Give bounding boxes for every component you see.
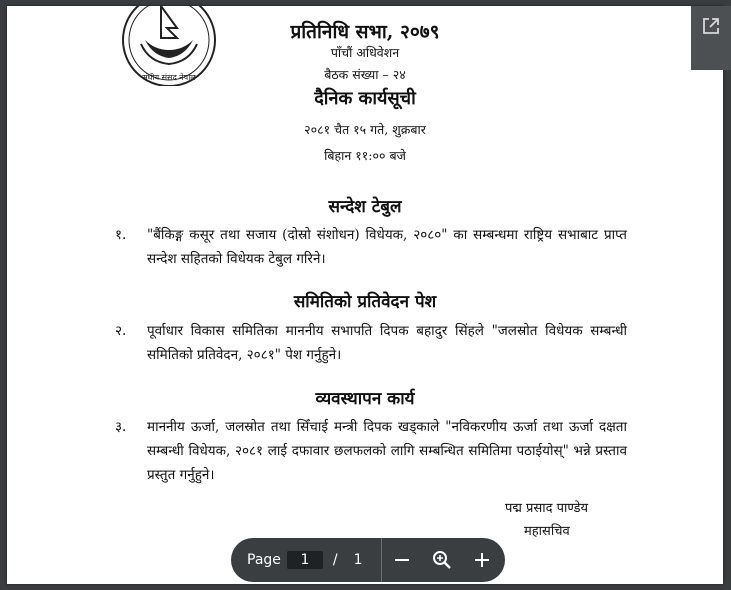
zoom-magnifier-icon xyxy=(432,550,452,570)
minus-icon xyxy=(393,551,411,569)
open-external-icon xyxy=(701,16,721,36)
item-number: ३. xyxy=(115,419,127,435)
page-indicator xyxy=(231,551,381,569)
meeting-time: बिहान ११:०० बजे xyxy=(324,148,406,163)
meeting-number: बैठक संख्या – २४ xyxy=(324,67,406,82)
svg-text:संघीय संसद नेपाल: संघीय संसद नेपाल xyxy=(142,73,196,82)
item-text: माननीय ऊर्जा, जलस्रोत तथा सिँचाई मन्त्री दिपक खड्काले "नविकरणीय ऊर्जा तथा ऊर्जा दक्षता सम्बन्धी विधेयक, २०८१ लाई दफावार छलफलको लागि सम्बन्धित समितिमा पठाईयोस्" भन्ने प्रस्ताव प्रस्तुत गर्नुहुने। xyxy=(147,419,627,483)
zoom-out-button[interactable] xyxy=(382,538,422,582)
item-number: १. xyxy=(115,227,127,243)
item-text: पूर्वाधार विकास समितिका माननीय सभापति दिपक बहादुर सिंहले "जलस्रोत विधेयक सम्बन्धी समितिको प्रतिवेदन, २०८१" पेश गर्नुहुने। xyxy=(147,323,627,363)
agenda-title: दैनिक कार्यसूची xyxy=(314,88,416,109)
page-toolbar xyxy=(231,538,505,582)
document-title: प्रतिनिधि सभा, २०७९ xyxy=(290,21,440,43)
session-line: पाँचौं अधिवेशन xyxy=(330,45,400,60)
page-label: Page xyxy=(247,552,281,568)
section-heading: व्यवस्थापन कार्य xyxy=(315,389,415,409)
total-pages: 1 xyxy=(353,552,363,568)
section-heading: समितिको प्रतिवेदन पेश xyxy=(293,292,437,312)
plus-icon xyxy=(473,551,491,569)
document-page xyxy=(7,6,723,584)
item-number: २. xyxy=(115,323,127,339)
signatory-designation: महासचिव xyxy=(524,524,570,539)
item-text: "बैंकिङ्ग कसूर तथा सजाय (दोस्रो संशोधन) विधेयक, २०८०" का सम्बन्धमा राष्ट्रिय सभाबाट प्राप्त सन्देश सहितको विधेयक टेबुल गरिने। xyxy=(147,227,627,267)
page-separator: / xyxy=(332,552,338,568)
fit-to-page-button[interactable] xyxy=(422,538,462,582)
page-number-input[interactable]: 1 xyxy=(287,551,323,569)
signatory-name: पद्म प्रसाद पाण्डेय xyxy=(505,501,589,516)
section-heading: सन्देश टेबुल xyxy=(328,197,402,217)
zoom-in-button[interactable] xyxy=(462,538,502,582)
open-external-button[interactable] xyxy=(691,6,731,70)
meeting-date: २०८१ चैत १५ गते, शुक्रबार xyxy=(304,122,426,137)
